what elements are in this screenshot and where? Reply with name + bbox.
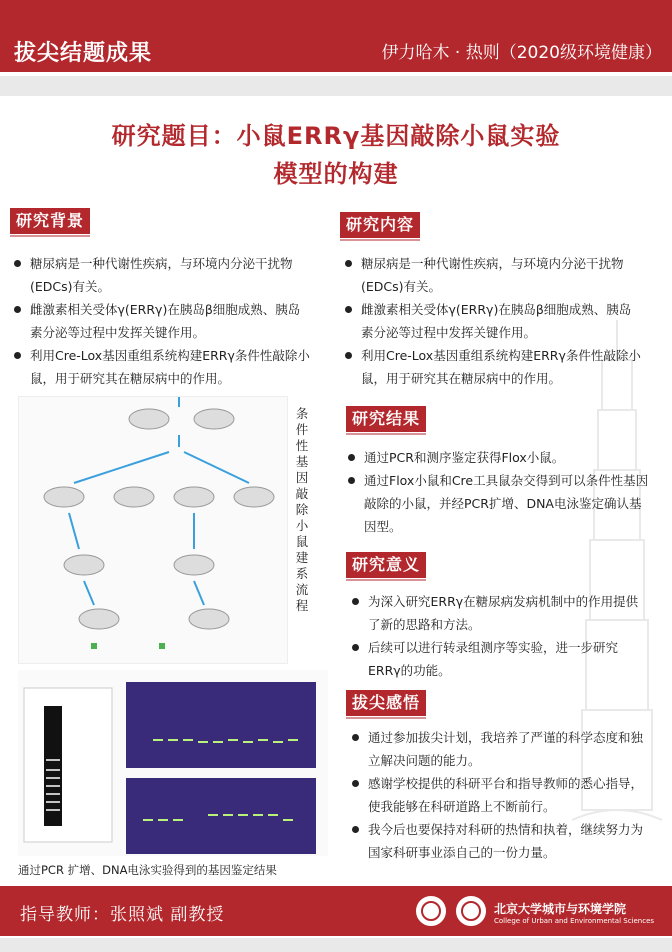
breeding-flow-figure — [19, 397, 289, 665]
list-item: 糖尿病是一种代谢性疾病，与环境内分泌干扰物(EDCs)有关。 — [12, 252, 312, 298]
breeding-flow-diagram — [18, 396, 288, 664]
list-item: 后续可以进行转录组测序等实验，进一步研究ERRγ的功能。 — [350, 636, 650, 682]
list-item: 通过PCR和测序鉴定获得Flox小鼠。 — [346, 446, 652, 469]
list-item: 我今后也要保持对科研的热情和执着，继续努力为国家科研事业添自己的一份力量。 — [350, 818, 650, 864]
section-heading-results: 研究结果 — [346, 406, 426, 432]
background-list — [12, 252, 312, 390]
poster-type-title: 拔尖结题成果 — [14, 41, 153, 66]
college-logo-icon — [456, 896, 486, 926]
flow-caption: 条件性基因敲除小鼠建系流程 — [295, 406, 309, 613]
gel-electrophoresis-figure — [18, 670, 328, 856]
author-info: 伊力哈木 · 热则（2020级环境健康） — [381, 43, 662, 63]
list-item: 糖尿病是一种代谢性疾病，与环境内分泌干扰物(EDCs)有关。 — [343, 252, 643, 298]
list-item: 利用Cre-Lox基因重组系统构建ERRγ条件性敲除小鼠，用于研究其在糖尿病中的作用。 — [12, 344, 312, 390]
significance-list — [350, 590, 650, 682]
school-name: 北京大学城市与环境学院 — [494, 902, 627, 916]
list-item: 雌激素相关受体γ(ERRγ)在胰岛β细胞成熟、胰岛素分泌等过程中发挥关键作用。 — [343, 298, 643, 344]
list-item: 利用Cre-Lox基因重组系统构建ERRγ条件性敲除小鼠，用于研究其在糖尿病中的作用。 — [343, 344, 643, 390]
research-title: 研究题目：小鼠ERRγ基因敲除小鼠实验 — [111, 122, 561, 150]
footer-bar — [0, 886, 672, 936]
gel-caption: 通过PCR 扩增、DNA电泳实验得到的基因鉴定结果 — [18, 863, 277, 877]
header-bar — [0, 0, 672, 72]
advisor-name: 指导教师：张照斌 副教授 — [20, 905, 225, 925]
school-name-en: College of Urban and Environmental Sciences — [494, 917, 655, 925]
section-heading-content: 研究内容 — [340, 212, 420, 238]
header-separator — [0, 76, 672, 96]
footer-strip — [0, 938, 672, 952]
list-item: 为深入研究ERRγ在糖尿病发病机制中的作用提供了新的思路和方法。 — [350, 590, 650, 636]
university-logo-icon — [416, 896, 446, 926]
content-list — [343, 252, 643, 390]
list-item: 通过Flox小鼠和Cre工具鼠杂交得到可以条件性基因敲除的小鼠，并经PCR扩增、DNA电泳鉴定确认基因型。 — [346, 469, 652, 538]
section-heading-significance: 研究意义 — [346, 552, 426, 578]
research-title-line2: 模型的构建 — [273, 160, 399, 188]
section-heading-background: 研究背景 — [10, 208, 90, 234]
section-heading-reflection: 拔尖感悟 — [346, 690, 426, 716]
gel-figure — [18, 670, 328, 856]
reflection-list — [350, 726, 650, 864]
list-item: 雌激素相关受体γ(ERRγ)在胰岛β细胞成熟、胰岛素分泌等过程中发挥关键作用。 — [12, 298, 312, 344]
results-list — [346, 446, 652, 538]
list-item: 感谢学校提供的科研平台和指导教师的悉心指导，使我能够在科研道路上不断前行。 — [350, 772, 650, 818]
list-item: 通过参加拔尖计划，我培养了严谨的科学态度和独立解决问题的能力。 — [350, 726, 650, 772]
